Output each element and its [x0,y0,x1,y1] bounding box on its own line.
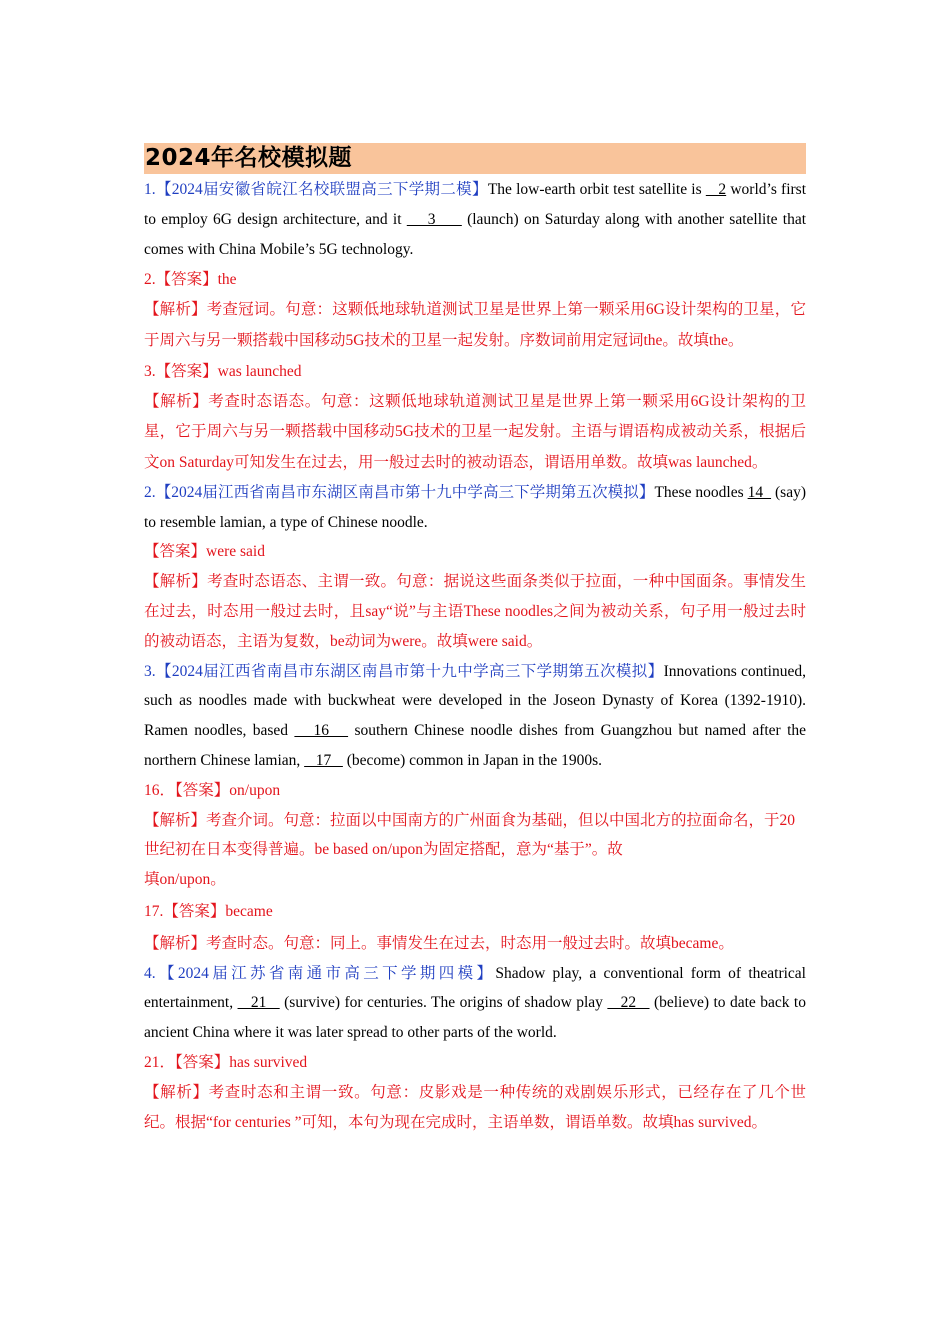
answer-16 [144,776,806,806]
blank-22: 22 [607,994,650,1012]
analysis-14: 【解析】考查时态语态、主谓一致。句意：据说这些面条类似于拉面，一种中国面条。事情发生在过去，时态用一般过去时，且say“说”与主语These noodles之间为被动关系，句子用一般过去时的被动语态，主语为复数，be动词为were。故填were said。 [144,573,806,650]
question-3 [144,657,806,776]
question-text: southern Chinese noodle dishes from Guangzhou but named after the northern Chinese lamian, [144,722,807,770]
answer-label: 【答案】has survived [175,1054,308,1072]
question-number: 4. [144,964,156,982]
question-text: The low-earth orbit test satellite is [487,181,706,198]
analysis-21: 【解析】考查时态和主谓一致。句意：皮影戏是一种传统的戏剧娱乐形式，已经存在了几个世纪。根据“for centuries ”可知，本句为现在完成时，主语单数，谓语单数。故填has survived。 [144,1083,806,1131]
answer-number: 21． [144,1054,176,1072]
blank-2: 2 [705,181,727,198]
question-text: (survive) for centuries. The origins of shadow play [279,994,608,1012]
question-source: 【2024届江西省南昌市东湖区南昌市第十九中学高三下学期第五次模拟】 [155,483,655,501]
question-text: (believe) to date back to ancient China where it was later spread to other parts of the world. [144,994,806,1042]
question-number: 1. [144,181,156,198]
answer-2: 2.【答案】the [144,271,237,289]
question-source: 【2024届江苏省南通市高三下学期四模】 [155,964,496,982]
question-1 [144,175,806,264]
question-number: 2. [144,483,156,501]
section-title: 2024年名校模拟题 [144,143,806,174]
analysis-text: 填on/upon。 [144,871,226,889]
question-source: 【2024届安徽省皖江名校联盟高三下学期二模】 [155,181,488,198]
question-text: (launch) on Saturday along with another satellite that comes with China Mobile’s 5G technology. [144,210,807,258]
answer-21 [144,1048,806,1078]
analysis-3: 【解析】考查时态语态。句意：这颗低地球轨道测试卫星是世界上第一颗采用6G设计架构的卫星，它于周六与另一颗搭载中国移动5G技术的卫星一起发射。主语与谓语构成被动关系，根据后文on Saturday可知发生在过去，用一般过去时的被动语态，谓语用单数。故填was launched。 [144,392,806,471]
answer-17: 17.【答案】became [144,903,273,921]
analysis-17: 【解析】考查时态。句意：同上。事情发生在过去，时态用一般过去时。故填became。 [144,934,734,952]
answer-3: 3.【答案】was launched [144,363,302,381]
analysis-16 [144,806,806,895]
question-4 [144,959,806,1048]
question-text: Shadow play, a conventional form of theatrical entertainment, [144,964,806,1012]
question-text: (become) common in Japan in the 1900s. [342,752,603,770]
blank-21: 21 [237,994,280,1012]
question-number: 3. [144,662,156,680]
analysis-text: 【解析】考查介词。句意：拉面以中国南方的广州面食为基础，但以中国北方的拉面命名，于20世纪初在日本变得普遍。be based on/upon为固定搭配，意为“基于”。故 [144,811,796,859]
blank-14: 14 [747,483,772,501]
question-text: world’s first to employ 6G design architecture, and it [144,181,807,228]
question-2 [144,478,806,538]
blank-16: 16 [294,722,349,740]
blank-17: 17 [304,752,343,770]
question-text: These noodles [654,483,748,501]
blank-3: 3 [406,210,462,228]
document-content [144,143,806,1137]
question-text: Innovations continued, such as noodles made with buckwheat were developed in the Joseon Dynasty of Korea (1392-1910). Ramen noodles, based [144,662,806,740]
answer-number: 16． [144,781,176,799]
answer-label: 【答案】on/upon [175,781,281,799]
analysis-2: 【解析】考查冠词。句意：这颗低地球轨道测试卫星是世界上第一颗采用6G设计架构的卫星，它于周六与另一颗搭载中国移动5G技术的卫星一起发射。序数词前用定冠词the。故填the。 [144,301,806,349]
question-text: (say) to resemble lamian, a type of Chinese noodle. [144,483,806,531]
question-source: 【2024届江西省南昌市东湖区南昌市第十九中学高三下学期第五次模拟】 [155,662,664,680]
answer-14: 【答案】were said [144,543,265,561]
